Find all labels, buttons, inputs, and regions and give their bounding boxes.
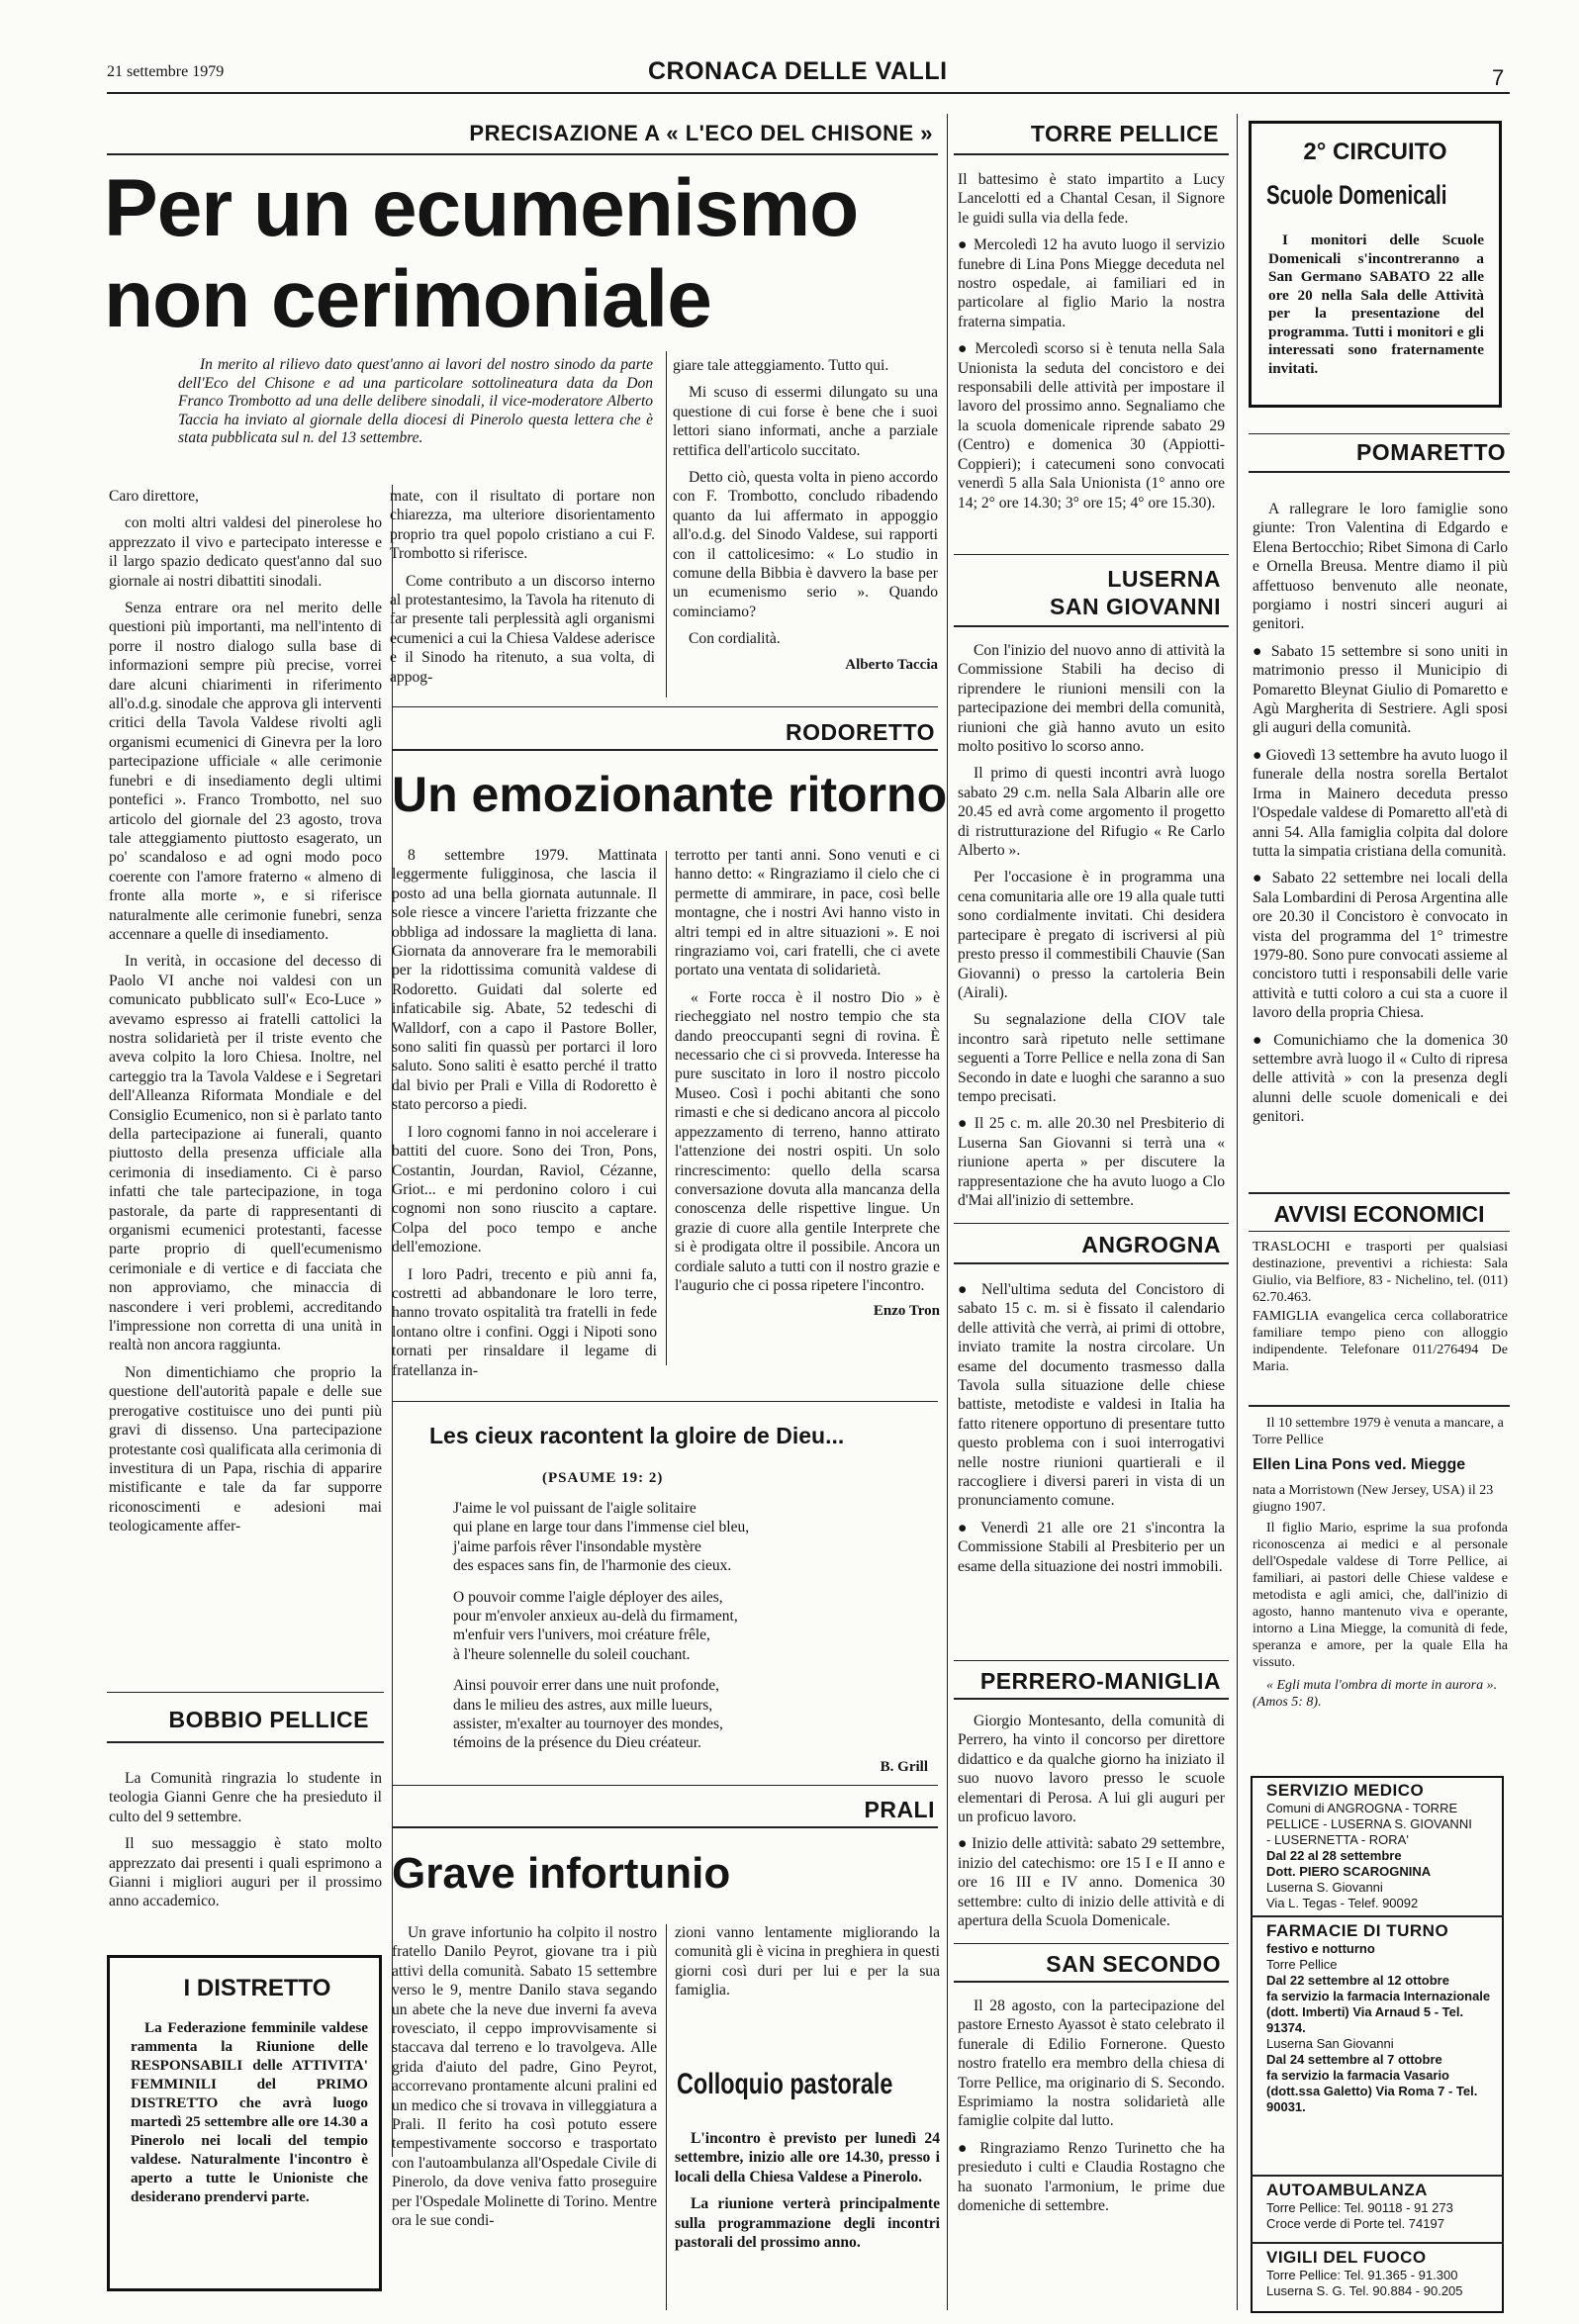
necrologio-name: Ellen Lina Pons ved. Miegge [1253,1456,1466,1473]
medico-line: Dott. PIERO SCAROGNINA [1266,1864,1432,1879]
main-col3-p: giare tale atteggiamento. Tutto qui. [673,357,889,374]
pomaretto-item: ● Sabato 22 settembre nei locali della Sala Lombardini di Perosa Argentina alle ore 20.30 il Concistoro è convocato in vista del programma del 1° trimestre 1979-80. Sono pure convocati assieme al concistoro tutti i responsabili delle varie attività e tutti coloro a cui sta a cuore il lavoro della propria Chiesa. [1253,869,1508,1022]
necrologio-intro: Il 10 settembre 1979 è venuta a mancare, a Torre Pellice [1253,1416,1504,1447]
main-col1 [109,487,382,1544]
poem-stanza: Ainsi pouvoir errer dans une nuit profonde, dans le milieu des astres, aux mille lueurs, assister, m'exalter au tournoyer des mondes, témoins de la présence du Dieu créateur. [453,1677,723,1752]
avvisi-ad: TRASLOCHI e trasporti per qualsiasi destinazione, preventivi a richiesta: Sala Giulio, via Belfiore, 83 - Nichelino, tel. (011) 62.70.463. [1253,1240,1508,1305]
angrogna-item: ● Nell'ultima seduta del Concistoro di sabato 15 c. m. si è fissato il calendario delle attività che verrà, ai primi di ottobre, inviato tramite la nostra circolare. Un esame del documento trasmesso dalla Tavola sulla situazione delle chiese battiste, metodiste e valdesi in Italia ha fatto ritenere opportuno di presentare tutto questo problema con i suoi interrogativi nelle nostre riunioni quartierali e il raccogliere i diversi pareri in vista di un pronunciamento comune. [958,1280,1225,1511]
perrero-rule [954,1698,1229,1700]
angrogna-item: ● Venerdì 21 alle ore 21 s'incontra la Commissione Stabili al Presbiterio per un esame della situazione dei nostri immobili. [958,1519,1225,1576]
pomaretto-item: ● Sabato 15 settembre si sono uniti in matrimonio presso il Municipio di Pomaretto Bleynat Giulio di Pomaretto e Agù Margherita di Sestriere. Agli sposi gli auguri della comunità. [1253,642,1508,738]
header-title: CRONACA DELLE VALLI [648,57,948,85]
avvisi-body [1253,1239,1508,1375]
main-col1-p: Senza entrare ora nel merito delle questioni più importanti, ma nell'intento di porre il nostro dialogo sulla base di informazioni sempre più precise, vorrei dare alcuni chiarimenti in riferimento all'o.d.g. sinodale che approva gli interventi critici della Tavola Valdese rivolti agli organismi ecumenici di Ginevra per la loro partecipazione ufficiale « alle cerimonie funebri e di insediamento degli ultimi pontefici ». Franco Trombotto, nel suo articolo del giornale del 23 agosto, trova tale atteggiamento piuttosto esagerato, un po' scandaloso e ad ogni modo poco coerente con l'amore fraterno « almeno di fronte alla morte », e si riferisce naturalmente alle cerimonie funebri, senza accennare a quelle di insediamento. [109,600,382,943]
pomaretto-body [1253,500,1508,1135]
medico-title: SERVIZIO MEDICO [1266,1781,1425,1800]
pomaretto-item: ● Giovedì 13 settembre ha avuto luogo il funerale della nostra sorella Bertalot Irma in Mainero deceduta presso l'Ospedale valdese di Pomaretto all'età di anni 54. Alla famiglia colpita dal dolore tutta la simpatia cristiana della comunità. [1253,746,1508,861]
prali-rule [392,1826,938,1828]
servizio-ambulanza [1266,2183,1494,2232]
necrologio-quote: « Egli muta l'ombra di morte in aurora ». (Amos 5: 8). [1253,1678,1498,1710]
luserna-p: Con l'inizio del nuovo anno di attività la Commissione Stabili ha deciso di riprendere le riunioni mensili con la partecipazione dei membri della comunità, riunioni che già hanno avuto un esito molto positivo lo scorso anno. [958,642,1225,756]
header-rule [107,92,1510,94]
main-col2 [390,487,655,695]
bobbio-body [109,1769,382,1919]
column-rule [666,1924,667,2310]
medico-line: Comuni di ANGROGNA - TORRE [1266,1801,1458,1815]
farmacie-title: FARMACIE DI TURNO [1266,1921,1449,1940]
main-col3 [673,356,938,674]
luserna-item: ● Il 25 c. m. alle 20.30 nel Presbiterio di Luserna San Giovanni si terrà una « riunione aperta » per discutere la rappresentazione che ha avuto luogo a Clo d'Mai all'inizio di settembre. [958,1114,1225,1210]
luserna-rule [954,625,1229,627]
farmacie-line: Torre Pellice [1266,1957,1338,1972]
rodoretto-p: terrotto per tanti anni. Sono venuti e ci hanno detto: « Ringraziamo il cielo che ci permette di ammirare, in pace, così belle montagne, che i nostri Avi hanno visto in altri tempi ed in altre situazioni ». E noi ringraziamo voi, cari fratelli, che ci avete portato una ventata di solidarietà. [675,847,940,979]
colloquio-body [675,2129,940,2260]
rodoretto-p: I loro Padri, trecento e più anni fa, costretti ad abbandonare le loro terre, hanno trovato ospitalità tra fratelli in fede lontano oltre i confini. Oggi i Nipoti sono tornati per rinsaldare il legame di fratellanza in- [392,1265,657,1379]
prali-section: PRALI [864,1797,935,1822]
fuoco-line: Torre Pellice: Tel. 91.365 - 91.300 [1266,2268,1458,2282]
secondo-body [958,1997,1225,2223]
colloquio-p: La riunione verterà principalmente sulla programmazione degli incontri pastorali del prossimo anno. [675,2195,940,2252]
prali-headline: Grave infortunio [392,1849,731,1898]
kicker: PRECISAZIONE A « L'ECO DEL CHISONE » [469,121,933,145]
servizio-rule [1251,2175,1504,2177]
ambulanza-line: Torre Pellice: Tel. 90118 - 91 273 [1266,2200,1453,2215]
pomaretto-item: ● Comunichiamo che la domenica 30 settembre avrà luogo il « Culto di ripresa delle attività » con la presenza degli alunni delle scuole domenicali e dei genitori. [1253,1031,1508,1127]
perrero-item: ● Inizio delle attività: sabato 29 settembre, inizio del catechismo: ore 15 I e II anno e ore 16 III e IV anno. Domenica 30 settembre: culto di inizio delle attività e di apertura della Scuola Domenicale. [958,1834,1225,1930]
farmacie-line: Dal 24 settembre al 7 ottobre [1266,2052,1442,2067]
luserna-rule [954,554,1229,555]
farmacie-line: Luserna San Giovanni [1266,2036,1394,2051]
circuito-title: 2° CIRCUITO [1303,139,1447,165]
fuoco-title: VIGILI DEL FUOCO [1266,2248,1427,2267]
poem-stanza: J'aime le vol puissant de l'aigle solitaire qui plane en large tour dans l'immense ciel bleu, j'aime parfois rêver l'insondable mystère des espaces sans fin, de l'harmonie des cieux. [453,1500,750,1575]
column-rule [666,851,667,1365]
angrogna-body [958,1280,1225,1584]
main-col3-p: Detto ciò, questa volta in pieno accordo con F. Trombotto, concludo ribadendo quanto da lui affermato in appoggio all'o.d.g. del Sinodo Valdese, sui rapporti con il cattolicesimo: « Lo studio in comune della Bibbia è davvero la base per un ecumenismo serio ». Quando cominciamo? [673,469,938,620]
angrogna-rule [954,1262,1229,1264]
rodoretto-section: RODORETTO [785,719,935,745]
ambulanza-line: Croce verde di Porte tel. 74197 [1266,2216,1444,2231]
distretto-title: I DISTRETTO [183,1975,331,2001]
rodoretto-col1 [392,846,657,1388]
farmacie-line: fa servizio la farmacia Vasario (dott.ssa Galetto) Via Roma 7 - Tel. 90031. [1266,2068,1478,2114]
rodoretto-rule [392,706,938,707]
ambulanza-title: AUTOAMBULANZA [1266,2181,1428,2199]
luserna-section-2: SAN GIOVANNI [1050,594,1221,619]
luserna-p: Su segnalazione della CIOV tale incontro sarà ripetuto nelle settimane seguenti a Torre Pellice e nella zona di San Secondo in date e luoghi che saranno a suo tempo precisati. [958,1011,1225,1105]
torre-p: Il battesimo è stato impartito a Lucy Lancelotti ed a Chantal Cesan, il Signore le guidi sulla via della fede. [958,171,1225,227]
prali-rule [392,1785,938,1786]
servizio-rule [1251,1915,1504,1917]
main-col1-p: con molti altri valdesi del pinerolese ho apprezzato il vivo e partecipato interesse e il largo spazio dedicato quest'anno dal suo giornale ai nostri dibattiti sinodali. [109,514,382,590]
pomaretto-rule [1249,433,1510,434]
bobbio-rule [107,1741,384,1743]
kicker-rule [107,153,938,155]
avvisi-ad: FAMIGLIA evangelica cerca collaboratrice familiare tempo pieno con alloggio indipendente. Telefonare 011/276494 De Maria. [1253,1309,1508,1374]
rodoretto-p: « Forte rocca è il nostro Dio » è riecheggiato nel nostro tempio che sta dando preoccupanti segni di rovina. È necessario che ci si provveda. Interesse ha pure suscitato in loro il nostro piccolo Museo. Così i pochi abitanti che sono rimasti e che si dedicano ancora al piccolo appezzamento di terreno, hanno attirato l'attenzione dei nostri ospiti. Un solo rincrescimento: quello della scarsa conversazione dovuta alla mancanza della conoscenza delle rispettive lingue. Un grazie di cuore alla gentile Interprete che si è prodigata oltre il possibile. Ancora un cordiale saluto a tutti con il nostro grazie e l'augurio che ci possa ripetere l'incontro. [675,988,940,1294]
circuito-subtitle: Scuole Domenicali [1266,180,1447,210]
pomaretto-p: A rallegrare le loro famiglie sono giunte: Tron Valentina di Edgardo e Elena Bertocchio; Ribet Simona di Carlo e Ornella Breusa. Mentre diamo il più affettuoso benvenuto alle neonate, porgiamo i nostri sinceri auguri ai genitori. [1253,501,1508,633]
bobbio-p: Il suo messaggio è stato molto apprezzato dai presenti i quali esprimono a Gianni i migliori auguri per il prossimo anno accademico. [109,1835,382,1910]
rodoretto-col2 [675,846,940,1320]
medico-line: PELLICE - LUSERNA S. GIOVANNI [1266,1816,1472,1831]
necrologio-rule [1249,1405,1510,1407]
column-rule [666,351,667,697]
main-signature: Alberto Taccia [845,656,938,673]
perrero-body [958,1712,1225,1938]
perrero-p: Giorgio Montesanto, della comunità di Perrero, ha vinto il concorso per direttore didattico e da qualche giorno ha iniziato il suo nuovo lavoro presso le scuole elementari di Perosa. A lui gli auguri per un proficuo lavoro. [958,1713,1225,1826]
main-headline-line2: non cerimoniale [104,254,711,344]
luserna-p: Il primo di questi incontri avrà luogo sabato 29 c.m. nella Sala Albarin alle ore 20.45 ed avrà come argomento il progetto di ristrutturazione del Rifugio « Re Carlo Alberto ». [958,765,1225,860]
rodoretto-p: I loro cognomi fanno in noi accelerare i battiti del cuore. Sono dei Tron, Pons, Costantin, Jourdan, Raviol, Cézanne, Griot... e mi perdonino coloro i cui cognomi non sono riuscito a captare. Colpa del poco tempo e anche dell'emozione. [392,1123,657,1256]
secondo-section: SAN SECONDO [1046,1951,1221,1977]
main-col3-p: Con cordialità. [689,630,781,648]
medico-line: Luserna S. Giovanni [1266,1880,1383,1895]
poem-title: Les cieux racontent la gloire de Dieu... [429,1423,845,1448]
torre-section: TORRE PELLICE [1030,121,1219,146]
medico-line: Via L. Tegas - Telef. 90092 [1266,1896,1419,1910]
prali-col1 [392,1923,657,2239]
torre-item: ● Mercoledì scorso si è tenuta nella Sala Unionista la seduta del concistoro e dei responsabili delle attività per impostare il lavoro del prossimo anno. Segnaliamo che la scuola domenicale riprende sabato 29 (Centro) e domenica 30 (Appiotti-Coppieri); i catecumeni sono convocati venerdì 5 alla Sala Unionista (1° anno ore 14; 2° ore 14.30; 3° ore 15; 4° ore 15.30). [958,339,1225,512]
torre-body [958,170,1225,520]
poem-ref: (PSAUME 19: 2) [542,1470,664,1486]
avvisi-rule [1249,1192,1510,1194]
secondo-p: Il 28 agosto, con la partecipazione del pastore Ernesto Ayassot è stato celebrato il funerale di Edilio Fornerone. Questo nostro fratello era membro della chiesa di Torre Pellice, ma originario di S. Secondo. Esprimiamo la nostra solidarietà alle famiglie colpite dal lutto. [958,1998,1225,2130]
poem-rule [392,1401,938,1402]
main-col1-p: Caro direttore, [109,488,199,505]
main-intro: In merito al rilievo dato quest'anno ai lavori del nostro sinodo da parte dell'Eco del Chisone e ad una particolare sottolineatura data da Don Franco Trombotto ad una delle delibere sinodali, il vice-moderatore Alberto Taccia ha inviato al giornale della diocesi di Pinerolo questa lettera che è stata pubblicata sul n. del 13 settembre. [178,356,653,447]
farmacie-line: festivo e notturno [1266,1941,1375,1956]
angrogna-section: ANGROGNA [1081,1232,1221,1257]
page-number: 7 [1492,65,1505,90]
servizio-fuoco [1266,2250,1494,2299]
distretto-text: La Federazione femminile valdese rammenta la Riunione delle RESPONSABILI delle ATTIVITA' FEMMINILI del PRIMO DISTRETTO che avrà luogo martedì 25 settembre alle ore 14.30 a Pinerolo nei locali del tempio valdese. Naturalmente l'incontro è aperto a tutte le Unioniste che desiderano prendervi parte. [131,2019,368,2205]
medico-line: - LUSERNETTA - RORA' [1266,1832,1409,1847]
perrero-section: PERRERO-MANIGLIA [979,1668,1221,1694]
prali-col2 [675,1923,940,2008]
main-headline-line1: Per un ecumenismo [104,163,859,253]
poem-signature: B. Grill [880,1758,928,1775]
main-col1-p: In verità, in occasione del decesso di Paolo VI anche noi valdesi con un comunicato pubblicato sull'« Eco-Luce » avevamo espresso ai fratelli cattolici la nostra solidarietà per il triste evento che aveva colpito la loro Chiesa. Inoltre, nel carteggio tra la Tavola Valdese e i Segretari dell'Alleanza Riformata Mondiale e del Consiglio Ecumenico, non si è parlato tanto della partecipazione ai funerali, quanto piuttosto della presenza ufficiale alla cerimonia di insediamento. Ci è parso infatti che tale partecipazione, in toga pastorale, da parte di rappresentanti di organismi ecumenici protestanti, facesse parte proprio di quell'ecumenismo cerimoniale e di vertice e di facciata che non approviamo, che minaccia di nascondere i veri problemi, accreditando l'impressione non corretta di una unità in realtà non ancora raggiunta. [109,953,382,1354]
avvisi-title: AVVISI ECONOMICI [1273,1201,1485,1227]
poem-stanza: O pouvoir comme l'aigle déployer des ailes, pour m'envoler anxieux au-delà du firmament, m'enfuir vers l'univers, moi créature frêle, à l'heure solennelle du soleil couchant. [453,1588,738,1663]
pomaretto-rule [1249,471,1510,473]
servizio-medico [1266,1783,1494,1911]
circuito-text: I monitori delle Scuole Domenicali s'incontreranno a San Germano SABATO 22 alle ore 20 nella Sala delle Attività per la presentazione del programma. Tutti i monitori e gli interessati sono fraternamente invitati. [1268,232,1484,377]
secondo-rule [954,1981,1229,1983]
bobbio-p: La Comunità ringrazia lo studente in teologia Gianni Genre che ha presieduto il culto del 9 settembre. [109,1770,382,1825]
angrogna-rule [954,1223,1229,1224]
colloquio-title: Colloquio pastorale [677,2068,893,2100]
secondo-rule [954,1943,1229,1944]
medico-line: Dal 22 al 28 settembre [1266,1848,1402,1863]
perrero-rule [954,1660,1229,1661]
prali-p: Un grave infortunio ha colpito il nostro fratello Danilo Peyrot, giovane tra i più attivi della comunità. Sabato 15 settembre verso le 9, mentre Danilo stava segando un abete che la neve due inverni fa aveva rovesciato, il ceppo improvvisamente si staccava dal terreno e lo travolgeva. Alle grida d'aiuto del padre, Gino Peyrot, accorrevano prontamente alcuni pralini ed un medico che si trovava in villeggiatura a Prali. Il ferito ha così potuto essere tempestivamente soccorso e trasportato con l'autoambulanza all'Ospedale Civile di Pinerolo, da dove veniva fatto proseguire per l'Ospedale Molinette di Torino. Mentre ora le sue condi- [392,1924,657,2230]
secondo-item: ● Ringraziamo Renzo Turinetto che ha presieduto i culti e Claudia Rostagno che ha suonato l'armonium, le prime due domeniche di settembre. [958,2139,1225,2216]
rodoretto-signature: Enzo Tron [873,1303,940,1320]
necrologio-birth: nata a Morristown (New Jersey, USA) il 23 giugno 1907. [1253,1483,1494,1515]
poem-body [453,1499,928,1776]
luserna-p: Per l'occasione è in programma una cena comunitaria alle ore 19 alla quale tutti sono cordialmente invitati. Chi desidera partecipare è pregato di iscriversi al più presto presso il commestibili Chauvie (San Giovanni) o presso la cartoleria Bein (Airali). [958,869,1225,1001]
main-col1-p: Non dimentichiamo che proprio la questione dell'autorità papale e delle sue prerogative costituisce uno dei punti più gravi di dissenso. Una partecipazione protestante così qualificata alla cerimonia di investitura di un Papa, rischia di apparire mistificante e tale da far supporre riconoscimenti e adesioni mai teologicamente affer- [109,1363,382,1535]
prali-p: zioni vanno lentamente migliorando la comunità gli è vicina in preghiera in questi giorni così duri per lui e per la sua famiglia. [675,1924,940,1999]
pomaretto-section: POMARETTO [1355,439,1506,465]
main-col3-p: Mi scuso di essermi dilungato su una questione di cui forse è bene che i suoi lettori siano informati, anche a parziale rettifica dell'articolo succitato. [673,384,938,459]
torre-rule [954,153,1229,155]
luserna-section-1: LUSERNA [1107,566,1221,592]
rodoretto-headline: Un emozionante ritorno [392,767,948,822]
bobbio-section: BOBBIO PELLICE [168,1707,369,1732]
header-date: 21 settembre 1979 [107,63,225,80]
fuoco-line: Luserna S. G. Tel. 90.884 - 90.205 [1266,2283,1463,2298]
rodoretto-rule [392,749,938,751]
farmacie-line: fa servizio la farmacia Internazionale (dott. Imberti) Via Arnaud 5 - Tel. 91374. [1266,1989,1491,2035]
main-col2-p: Come contributo a un discorso interno al protestantesimo, la Tavola ha ritenuto di far presente tali perplessità agli organismi ecumenici a cui la Chiesa Valdese aderisce e il Sinodo ha ritenuto, a sua volta, di appog- [390,572,655,686]
farmacie-line: Dal 22 settembre al 12 ottobre [1266,1973,1449,1988]
necrologio-body [1253,1415,1508,1711]
necrologio-text: Il figlio Mario, esprime la sua profonda riconoscenza ai medici e al personale dell'Ospedale valdese di Torre Pellice, ai familiari, ai pastori delle Chiese valdese e metodista e agli amici, che, dall'inizio di agosto, hanno mantenuto viva e operante, intorno a Lina Miegge, la comunità di fede, speranza e amore, per la quale Ella ha vissuto. [1253,1521,1508,1670]
bobbio-rule [107,1692,384,1693]
torre-item: ● Mercoledì 12 ha avuto luogo il servizio funebre di Lina Pons Miegge deceduta nel nostro ospedale, ai familiari ed in particolare al figlio Mario la nostra fraterna simpatia. [958,235,1225,331]
column-rule [947,114,948,2310]
colloquio-p: L'incontro è previsto per lunedì 24 settembre, inizio alle ore 14.30, presso i locali della Chiesa Valdese a Pinerolo. [675,2130,940,2185]
rodoretto-p: 8 settembre 1979. Mattinata leggermente fuligginosa, che lascia il posto ad una bella giornata autunnale. Il sole riesce a vincere l'arietta frizzante che obbliga ad indossare la maglietta di lana. Giornata da annoverare fra le memorabili per la ridottissima comunità valdese di Rodoretto. Guidati dal solerte ed infaticabile sig. Abate, 52 tedeschi di Walldorf, con a capo il Pastore Boller, sono saliti fin quassù per portarci il loro saluto. Sono saliti è esatto perché il tratto dal bivio per Prali e Villa di Rodoretto è stato percorso a piedi. [392,847,657,1114]
luserna-body [958,641,1225,1218]
servizio-farmacie [1266,1923,1494,2115]
avvisi-rule [1249,1231,1510,1232]
column-rule [1237,114,1238,2310]
servizio-rule [1251,2242,1504,2244]
main-col2-p: mate, con il risultato di portare non chiarezza, ma ulteriore disorientamento proprio tra quel popolo cristiano a cui F. Trombotto si riferisce. [390,488,655,563]
